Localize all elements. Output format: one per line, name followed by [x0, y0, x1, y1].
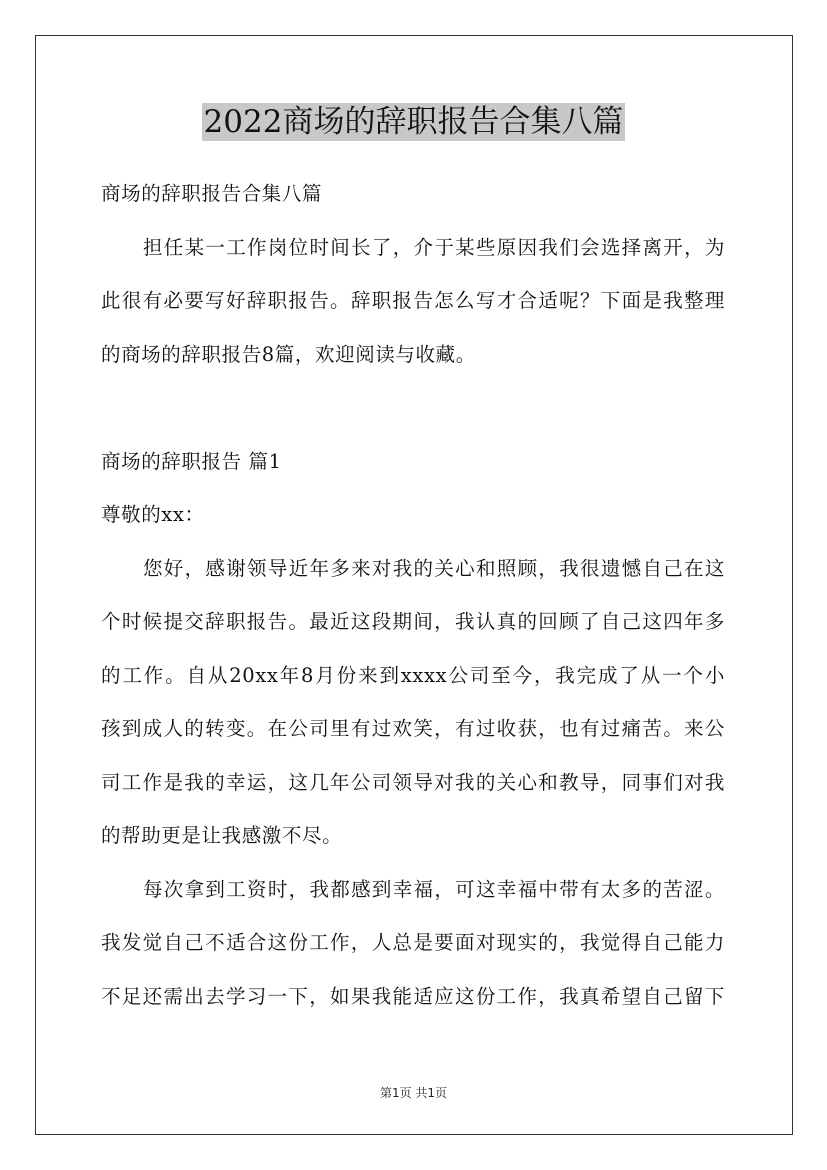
intro-line: 担任某一工作岗位时间长了，介于某些原因我们会选择离开，为	[143, 235, 725, 259]
paragraph-line: 不足还需出去学习一下，如果我能适应这份工作，我真希望自己留下	[101, 984, 725, 1008]
paragraph-spacer	[101, 386, 725, 440]
paragraph-line: 的帮助更是让我感激不尽。	[101, 824, 343, 847]
salutation: 尊敬的xx：	[101, 503, 205, 526]
paragraph-line: 您好，感谢领导近年多来对我的关心和照顾，我很遗憾自己在这	[143, 556, 725, 580]
intro-line: 的商场的辞职报告8篇，欢迎阅读与收藏。	[101, 342, 476, 366]
paragraph-line: 个时候提交辞职报告。最近这段期间，我认真的回顾了自己这四年多	[101, 610, 725, 633]
document-subtitle: 商场的辞职报告合集八篇	[101, 182, 323, 205]
document-title: 2022商场的辞职报告合集八篇	[203, 104, 624, 140]
section-heading: 商场的辞职报告 篇1	[101, 449, 282, 473]
paragraph-line: 我发觉自己不适合这份工作，人总是要面对现实的，我觉得自己能力	[101, 931, 725, 954]
paragraph-line: 每次拿到工资时，我都感到幸福，可这幸福中带有太多的苦涩。	[143, 877, 725, 901]
title-container	[0, 103, 827, 141]
paragraph-line: 的工作。自从20xx年8月份来到xxxx公司至今，我完成了从一个小	[101, 663, 725, 687]
paragraph-line: 司工作是我的幸运，这几年公司领导对我的关心和教导，同事们对我	[101, 770, 725, 794]
intro-line: 此很有必要写好辞职报告。辞职报告怎么写才合适呢？下面是我整理	[101, 289, 725, 312]
document-body	[101, 172, 725, 1028]
page-number: 第1页 共1页	[379, 1086, 448, 1100]
paragraph-line: 孩到成人的转变。在公司里有过欢笑，有过收获，也有过痛苦。来公	[101, 717, 725, 740]
